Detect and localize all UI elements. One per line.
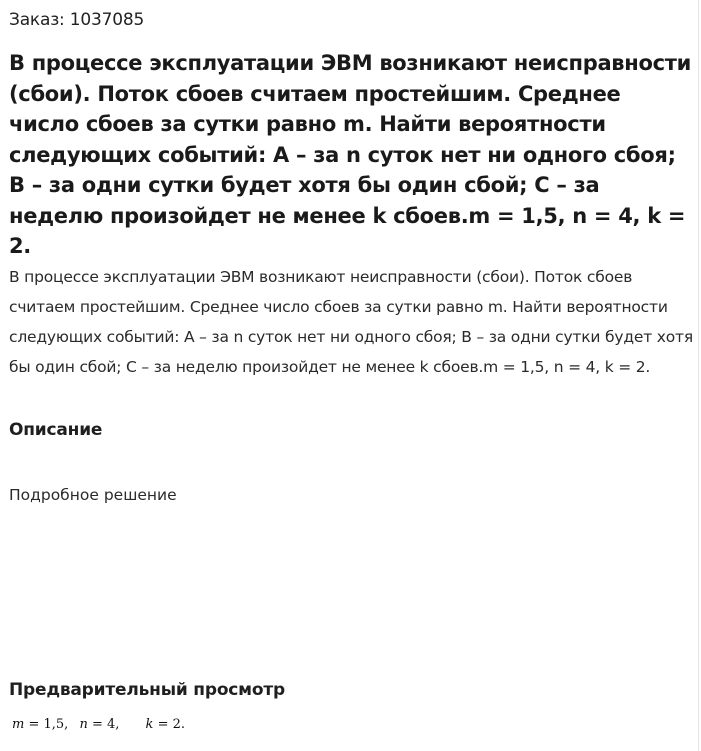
preview-m-val: = 1,5, [28,717,69,732]
preview-k-var: k [145,717,154,732]
order-number: Заказ: 1037085 [9,10,145,30]
preview-heading: Предварительный просмотр [9,680,285,700]
preview-formula [12,717,185,732]
description-text: Подробное решение [9,486,177,504]
preview-n-var: n [79,717,88,732]
preview-m-var: m [12,717,25,732]
preview-n-val: = 4, [91,717,120,732]
task-text: В процессе эксплуатации ЭВМ возникают неисправности (сбои). Поток сбоев считаем простейшим. Среднее число сбоев за сутки равно m. Найти вероятности следующих событий: A – за n суток нет ни одного сбоя; B – за одни сутки будет хотя бы один сбой; C – за неделю произойдет не менее k сбоев.m = 1,5, n = 4, k = 2. [9,268,693,376]
preview-k-val: = 2. [157,717,186,732]
description-heading: Описание [9,420,103,440]
task-title: В процессе эксплуатации ЭВМ возникают неисправности (сбои). Поток сбоев считаем простейшим. Среднее число сбоев за сутки равно m. Найти вероятности следующих событий: A – за n суток нет ни одного сбоя; B – за одни сутки будет хотя бы один сбой; C – за неделю произойдет не менее k сбоев.m = 1,5, n = 4, k = 2. [9,51,692,258]
